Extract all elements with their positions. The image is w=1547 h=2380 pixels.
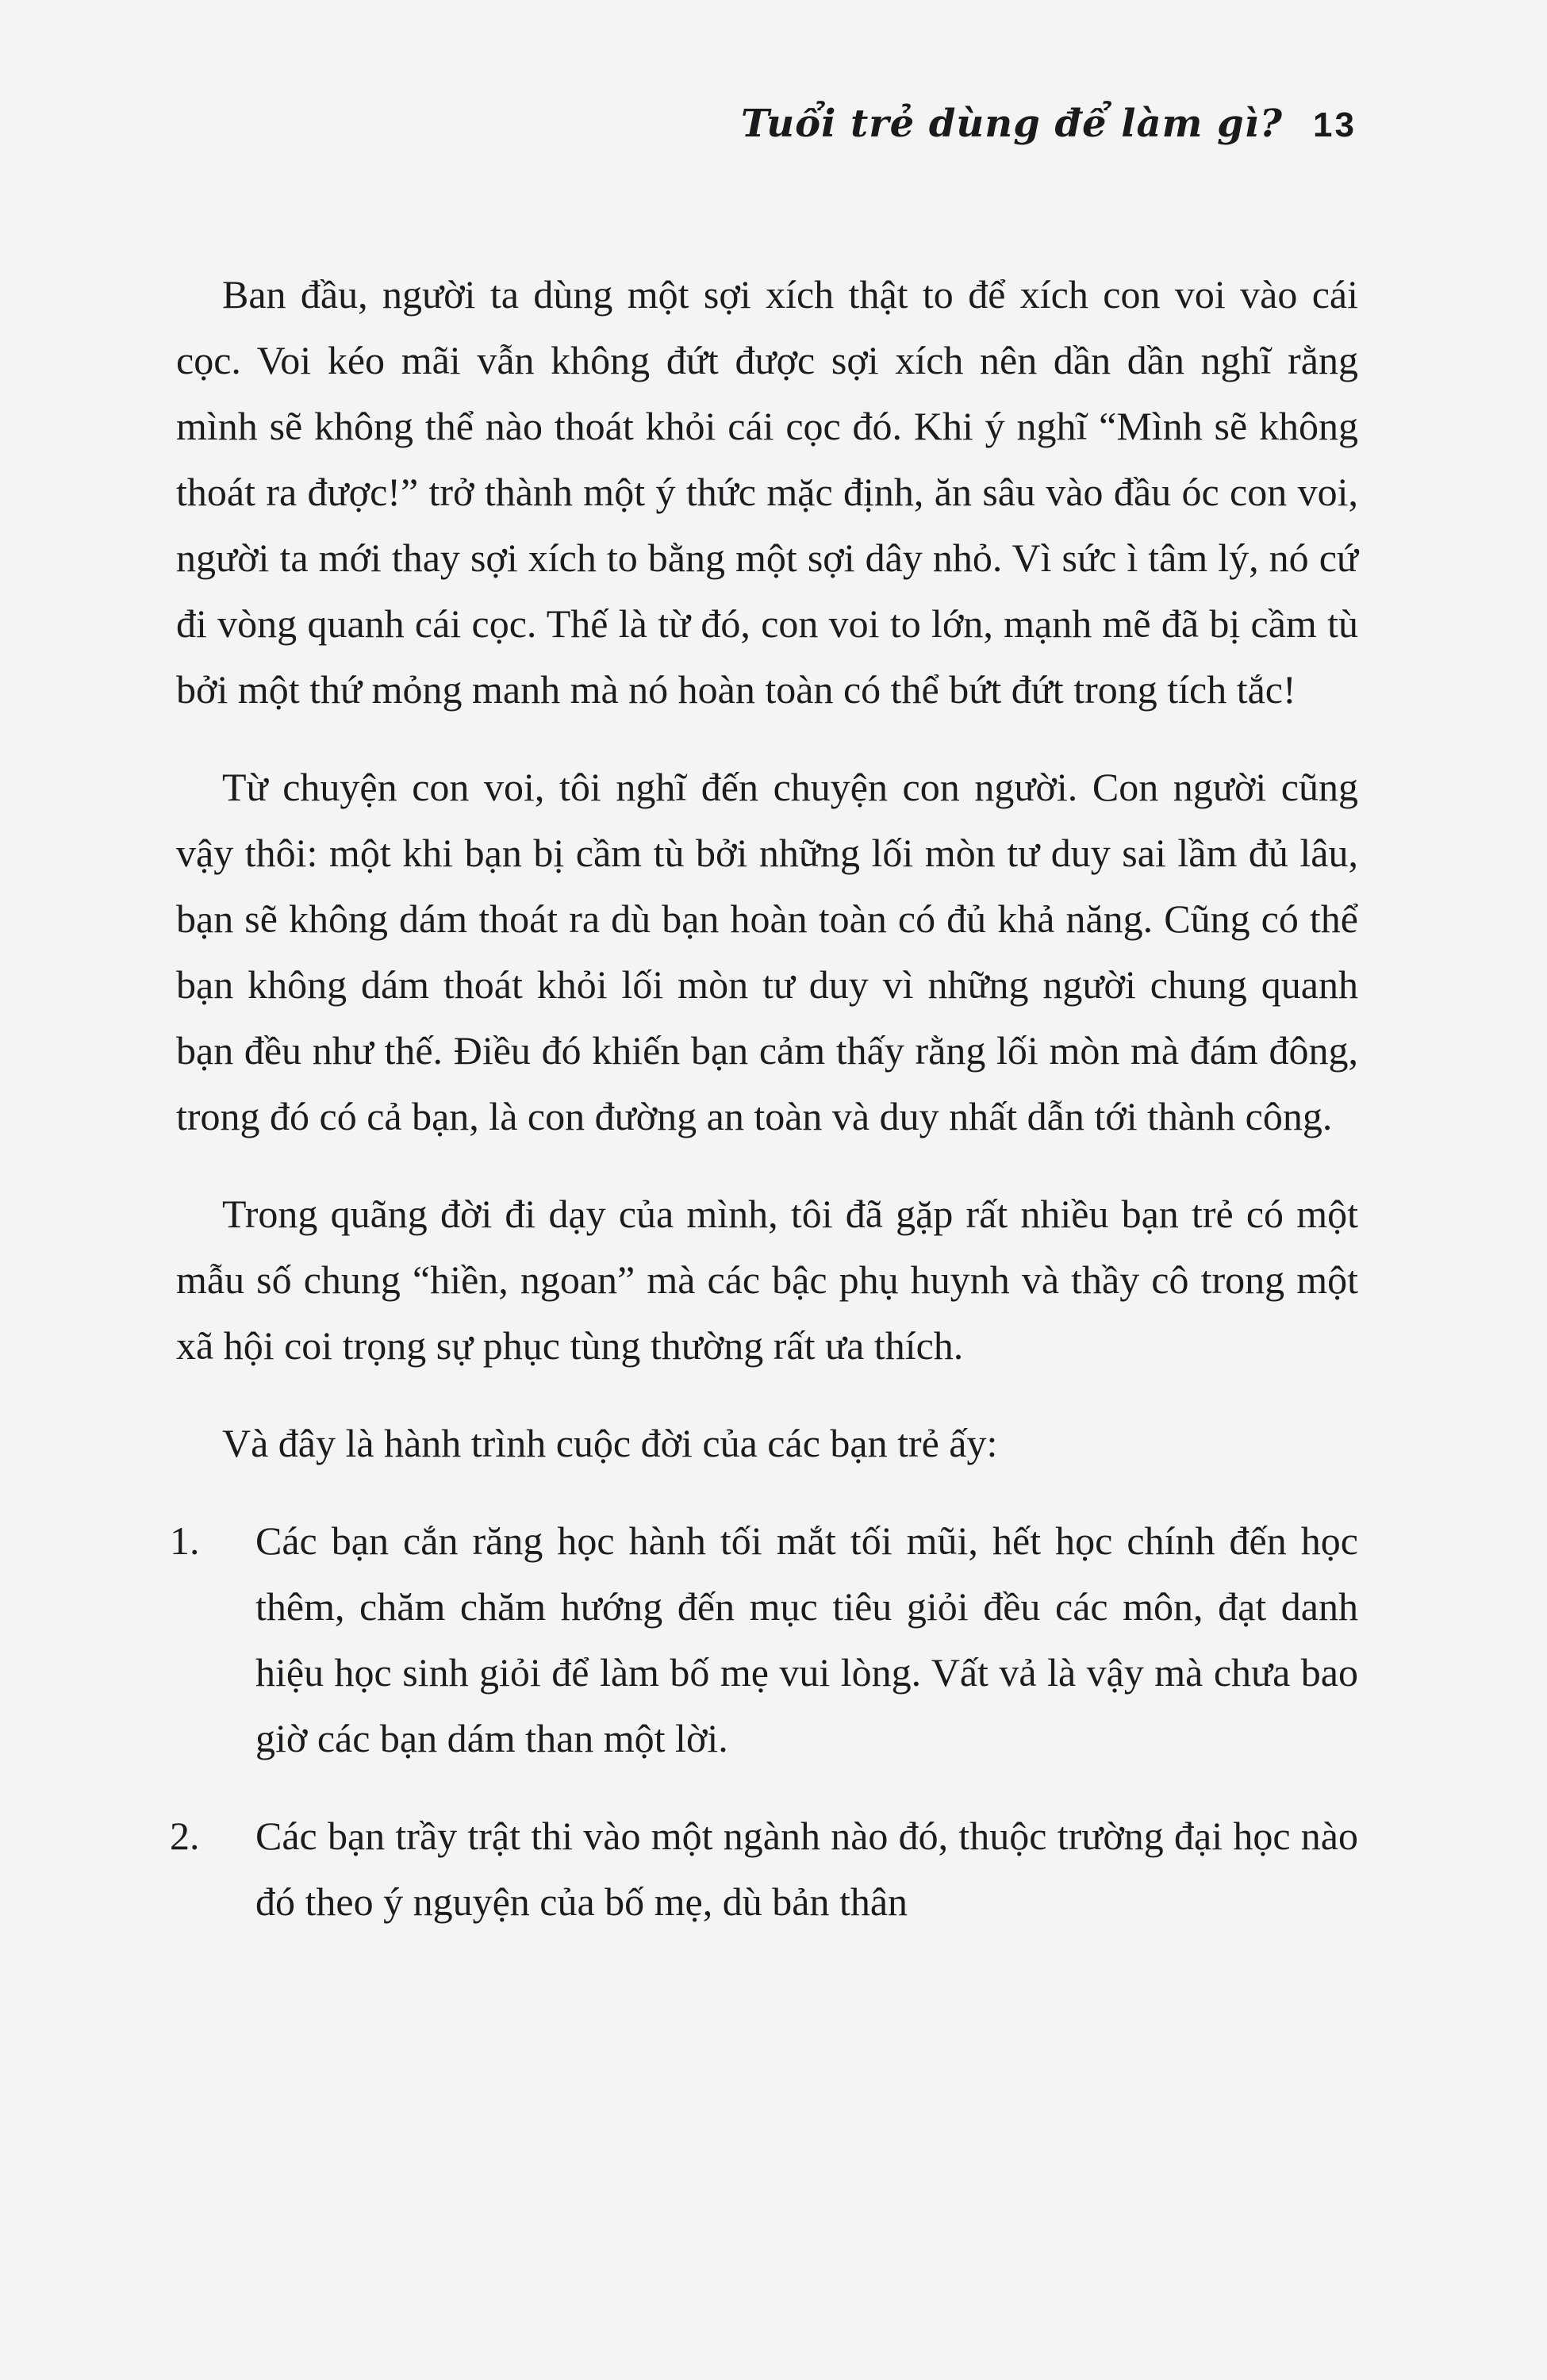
running-head bbox=[741, 102, 1357, 146]
page-number: 13 bbox=[1313, 106, 1357, 144]
paragraph-journey-intro: Và đây là hành trình cuộc đời của các bạn trẻ ấy: bbox=[222, 1421, 998, 1465]
journey-list bbox=[170, 1508, 1358, 1935]
list-item-text: Các bạn cắn răng học hành tối mắt tối mũi, hết học chính đến học thêm, chăm chăm hướng đến mục tiêu giỏi đều các môn, đạt danh hiệu học sinh giỏi để làm bố mẹ vui lòng. Vất vả là vậy mà chưa bao giờ các bạn dám than một lời. bbox=[255, 1518, 1358, 1760]
list-item-text: Các bạn trầy trật thi vào một ngành nào đó, thuộc trường đại học nào đó theo ý nguyện của bố mẹ, dù bản thân bbox=[255, 1814, 1358, 1924]
list-item-number: 2. bbox=[170, 1814, 200, 1858]
paragraph-human-analogy: Từ chuyện con voi, tôi nghĩ đến chuyện con người. Con người cũng vậy thôi: một khi bạn bị cầm tù bởi những lối mòn tư duy sai lầm đủ lâu, bạn sẽ không dám thoát ra dù bạn hoàn toàn có đủ khả năng. Cũng có thể bạn không dám thoát khỏi lối mòn tư duy vì những người chung quanh bạn đều như thế. Điều đó khiến bạn cảm thấy rằng lối mòn mà đám đông, trong đó có cả bạn, là con đường an toàn và duy nhất dẫn tới thành công. bbox=[176, 765, 1358, 1138]
paragraph-elephant-story: Ban đầu, người ta dùng một sợi xích thật to để xích con voi vào cái cọc. Voi kéo mãi vẫn không đứt được sợi xích nên dần dần nghĩ rằng mình sẽ không thể nào thoát khỏi cái cọc đó. Khi ý nghĩ “Mình sẽ không thoát ra được!” trở thành một ý thức mặc định, ăn sâu vào đầu óc con voi, người ta mới thay sợi xích to bằng một sợi dây nhỏ. Vì sức ì tâm lý, nó cứ đi vòng quanh cái cọc. Thế là từ đó, con voi to lớn, mạnh mẽ đã bị cầm tù bởi một thứ mỏng manh mà nó hoàn toàn có thể bứt đứt trong tích tắc! bbox=[176, 272, 1358, 712]
paragraph-teaching-experience: Trong quãng đời đi dạy của mình, tôi đã gặp rất nhiều bạn trẻ có một mẫu số chung “hiền, ngoan” mà các bậc phụ huynh và thầy cô trong một xã hội coi trọng sự phục tùng thường rất ưa thích. bbox=[176, 1192, 1358, 1368]
list-item bbox=[170, 1803, 1358, 1935]
list-item-number: 1. bbox=[170, 1518, 200, 1563]
running-title: Tuổi trẻ dùng để làm gì? bbox=[740, 102, 1284, 146]
body-text bbox=[170, 262, 1358, 1967]
list-item bbox=[170, 1508, 1358, 1772]
